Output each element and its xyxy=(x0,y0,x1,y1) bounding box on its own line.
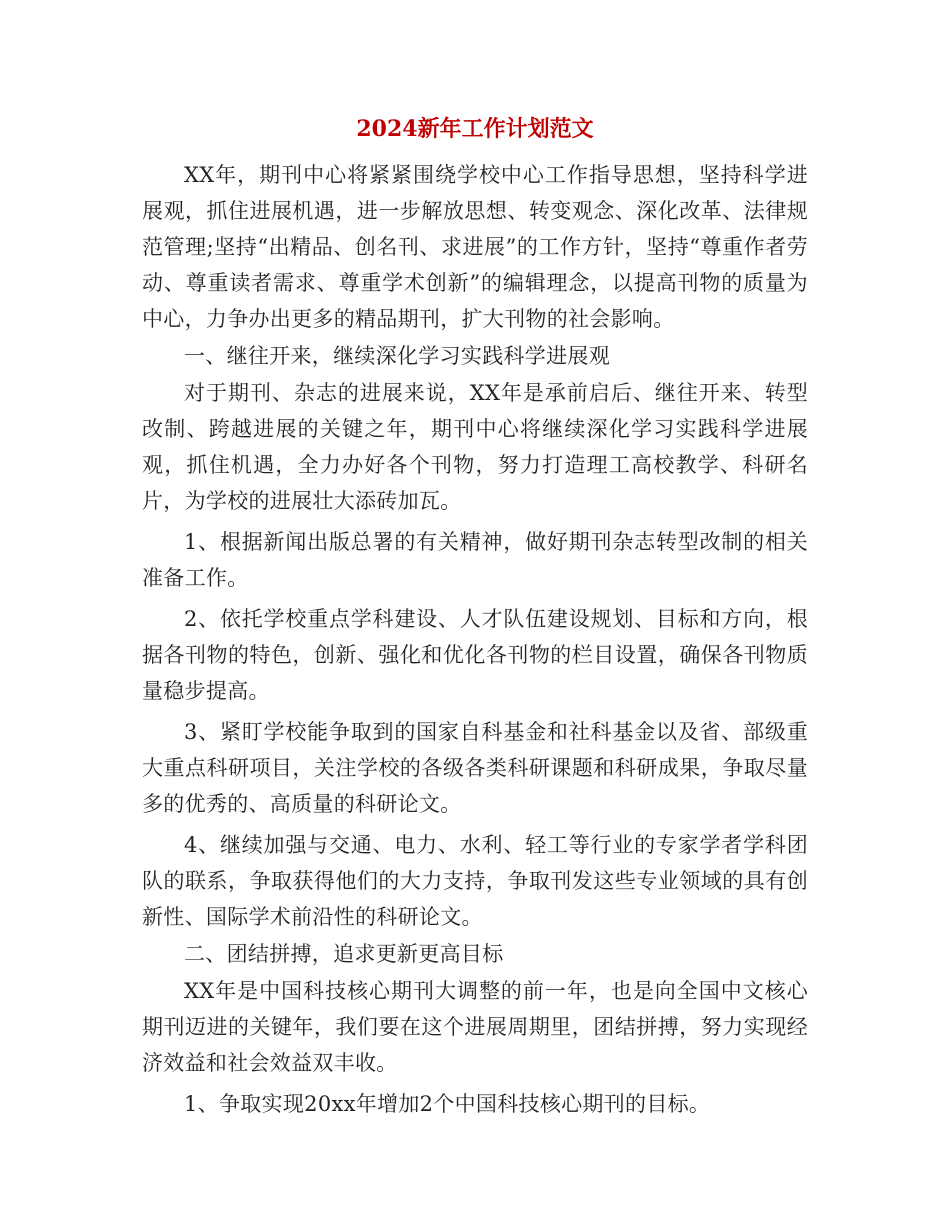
section-heading-2: 二、团结拼搏，追求更新更高目标 xyxy=(184,942,504,966)
paragraph-intro: XX年，期刊中心将紧紧围绕学校中心工作指导思想，坚持科学进展观，抓住进展机遇，进一步解放思想、转变观念、深化改革、法律规范管理;坚持“出精品、创名刊、求进展”的工作方针，坚持“尊重作者劳动、尊重读者需求、尊重学术创新”的编辑理念，以提高刊物的质量为中心，力争办出更多的精品期刊，扩大刊物的社会影响。 xyxy=(142,163,808,331)
list-item-2-1: 1、争取实现20xx年增加2个中国科技核心期刊的目标。 xyxy=(184,1092,711,1116)
document-title: 2024新年工作计划范文 xyxy=(356,116,594,142)
paragraph-section-1: 对于期刊、杂志的进展来说，XX年是承前启后、继往开来、转型改制、跨越进展的关键之年，期刊中心将继续深化学习实践科学进展观，抓住机遇，全力办好各个刊物，努力打造理工高校教学、科研名片，为学校的进展壮大添砖加瓦。 xyxy=(142,381,808,513)
document-body xyxy=(142,157,808,1123)
paragraph-section-2: XX年是中国科技核心期刊大调整的前一年，也是向全国中文核心期刊迈进的关键年，我们要在这个进展周期里，团结拼搏，努力实现经济效益和社会效益双丰收。 xyxy=(142,979,808,1075)
list-item-1-1: 1、根据新闻出版总署的有关精神，做好期刊杂志转型改制的相关准备工作。 xyxy=(142,530,808,590)
list-item-1-4: 4、继续加强与交通、电力、水利、轻工等行业的专家学者学科团队的联系，争取获得他们的大力支持，争取刊发这些专业领域的具有创新性、国际学术前沿性的科研论文。 xyxy=(142,833,808,929)
list-item-1-2: 2、依托学校重点学科建设、人才队伍建设规划、目标和方向，根据各刊物的特色，创新、强化和优化各刊物的栏目设置，确保各刊物质量稳步提高。 xyxy=(142,607,808,703)
list-item-1-3: 3、紧盯学校能争取到的国家自科基金和社科基金以及省、部级重大重点科研项目，关注学校的各级各类科研课题和科研成果，争取尽量多的优秀的、高质量的科研论文。 xyxy=(142,720,808,816)
section-heading-1: 一、继往开来，继续深化学习实践科学进展观 xyxy=(184,344,610,368)
